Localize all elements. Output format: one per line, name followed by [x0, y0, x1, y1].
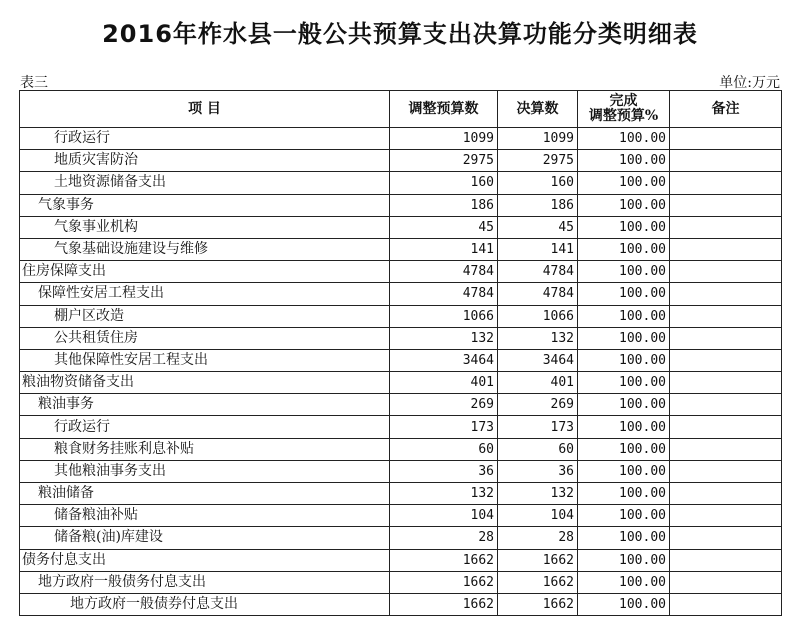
row-completion-pct: 100.00 [578, 460, 670, 482]
row-completion-pct: 100.00 [578, 349, 670, 371]
row-completion-pct: 100.00 [578, 416, 670, 438]
table-row [20, 216, 782, 238]
row-final: 36 [498, 460, 578, 482]
row-adjusted-budget: 141 [390, 238, 498, 260]
row-final: 45 [498, 216, 578, 238]
table-row [20, 305, 782, 327]
table-header-row [20, 91, 782, 128]
row-item-name: 粮油事务 [20, 394, 390, 416]
row-final: 269 [498, 394, 578, 416]
row-remark [670, 349, 782, 371]
row-completion-pct: 100.00 [578, 438, 670, 460]
row-completion-pct: 100.00 [578, 194, 670, 216]
row-adjusted-budget: 4784 [390, 261, 498, 283]
header-completion [578, 91, 670, 128]
row-completion-pct: 100.00 [578, 549, 670, 571]
row-adjusted-budget: 1662 [390, 571, 498, 593]
table-row [20, 416, 782, 438]
row-final: 1662 [498, 571, 578, 593]
row-final: 401 [498, 372, 578, 394]
row-remark [670, 372, 782, 394]
row-remark [670, 194, 782, 216]
row-adjusted-budget: 104 [390, 505, 498, 527]
row-adjusted-budget: 3464 [390, 349, 498, 371]
table-row [20, 505, 782, 527]
row-final: 3464 [498, 349, 578, 371]
row-item-name: 储备粮油补贴 [20, 505, 390, 527]
row-final: 173 [498, 416, 578, 438]
table-label: 表三 [20, 75, 48, 91]
row-adjusted-budget: 160 [390, 172, 498, 194]
row-item-name: 粮油储备 [20, 483, 390, 505]
row-remark [670, 549, 782, 571]
row-adjusted-budget: 45 [390, 216, 498, 238]
table-row [20, 549, 782, 571]
row-item-name: 棚户区改造 [20, 305, 390, 327]
row-item-name: 地质灾害防治 [20, 150, 390, 172]
row-item-name: 气象事务 [20, 194, 390, 216]
row-final: 1662 [498, 549, 578, 571]
row-final: 4784 [498, 283, 578, 305]
row-adjusted-budget: 2975 [390, 150, 498, 172]
row-remark [670, 283, 782, 305]
header-final: 决算数 [498, 91, 578, 128]
row-completion-pct: 100.00 [578, 593, 670, 615]
header-remark: 备注 [670, 91, 782, 128]
row-completion-pct: 100.00 [578, 216, 670, 238]
row-final: 60 [498, 438, 578, 460]
table-row [20, 128, 782, 150]
header-adjusted-budget: 调整预算数 [390, 91, 498, 128]
row-adjusted-budget: 269 [390, 394, 498, 416]
row-item-name: 住房保障支出 [20, 261, 390, 283]
header-completion-line1: 完成 [609, 93, 638, 109]
row-remark [670, 460, 782, 482]
table-row [20, 261, 782, 283]
row-item-name: 行政运行 [20, 128, 390, 150]
row-completion-pct: 100.00 [578, 150, 670, 172]
row-item-name: 地方政府一般债券付息支出 [20, 593, 390, 615]
row-final: 141 [498, 238, 578, 260]
row-completion-pct: 100.00 [578, 394, 670, 416]
row-final: 132 [498, 483, 578, 505]
row-item-name: 债务付息支出 [20, 549, 390, 571]
row-final: 104 [498, 505, 578, 527]
row-remark [670, 261, 782, 283]
row-completion-pct: 100.00 [578, 305, 670, 327]
row-remark [670, 416, 782, 438]
table-row [20, 283, 782, 305]
row-item-name: 公共租赁住房 [20, 327, 390, 349]
row-item-name: 粮食财务挂账利息补贴 [20, 438, 390, 460]
unit-label: 单位:万元 [719, 75, 780, 91]
table-row [20, 238, 782, 260]
row-completion-pct: 100.00 [578, 571, 670, 593]
row-completion-pct: 100.00 [578, 128, 670, 150]
row-final: 186 [498, 194, 578, 216]
row-item-name: 其他保障性安居工程支出 [20, 349, 390, 371]
table-row [20, 527, 782, 549]
row-adjusted-budget: 36 [390, 460, 498, 482]
row-remark [670, 238, 782, 260]
row-remark [670, 327, 782, 349]
row-completion-pct: 100.00 [578, 172, 670, 194]
row-item-name: 土地资源储备支出 [20, 172, 390, 194]
budget-table [19, 90, 782, 616]
table-row [20, 571, 782, 593]
row-item-name: 地方政府一般债务付息支出 [20, 571, 390, 593]
table-row [20, 394, 782, 416]
table-row [20, 172, 782, 194]
row-remark [670, 505, 782, 527]
page-title: 2016年柞水县一般公共预算支出决算功能分类明细表 [102, 20, 698, 48]
table-row [20, 460, 782, 482]
row-remark [670, 571, 782, 593]
row-final: 132 [498, 327, 578, 349]
table-row [20, 483, 782, 505]
row-adjusted-budget: 1662 [390, 549, 498, 571]
row-final: 160 [498, 172, 578, 194]
row-adjusted-budget: 60 [390, 438, 498, 460]
row-completion-pct: 100.00 [578, 327, 670, 349]
row-remark [670, 216, 782, 238]
row-completion-pct: 100.00 [578, 483, 670, 505]
row-completion-pct: 100.00 [578, 372, 670, 394]
row-remark [670, 527, 782, 549]
row-adjusted-budget: 186 [390, 194, 498, 216]
row-completion-pct: 100.00 [578, 505, 670, 527]
table-row [20, 194, 782, 216]
row-item-name: 其他粮油事务支出 [20, 460, 390, 482]
row-remark [670, 483, 782, 505]
row-completion-pct: 100.00 [578, 283, 670, 305]
row-remark [670, 394, 782, 416]
row-remark [670, 305, 782, 327]
header-item: 项 目 [20, 91, 390, 128]
row-adjusted-budget: 1099 [390, 128, 498, 150]
row-final: 1066 [498, 305, 578, 327]
table-row [20, 438, 782, 460]
row-adjusted-budget: 401 [390, 372, 498, 394]
row-final: 1099 [498, 128, 578, 150]
row-remark [670, 438, 782, 460]
row-remark [670, 150, 782, 172]
row-item-name: 保障性安居工程支出 [20, 283, 390, 305]
row-item-name: 气象事业机构 [20, 216, 390, 238]
row-remark [670, 172, 782, 194]
table-row [20, 593, 782, 615]
row-adjusted-budget: 1662 [390, 593, 498, 615]
row-final: 1662 [498, 593, 578, 615]
row-completion-pct: 100.00 [578, 238, 670, 260]
row-adjusted-budget: 28 [390, 527, 498, 549]
row-final: 2975 [498, 150, 578, 172]
row-final: 28 [498, 527, 578, 549]
row-adjusted-budget: 132 [390, 327, 498, 349]
row-completion-pct: 100.00 [578, 261, 670, 283]
row-final: 4784 [498, 261, 578, 283]
row-adjusted-budget: 1066 [390, 305, 498, 327]
table-row [20, 372, 782, 394]
row-item-name: 储备粮(油)库建设 [20, 527, 390, 549]
header-completion-line2: 调整预算% [588, 108, 659, 124]
row-adjusted-budget: 173 [390, 416, 498, 438]
row-remark [670, 593, 782, 615]
row-item-name: 气象基础设施建设与维修 [20, 238, 390, 260]
table-row [20, 349, 782, 371]
row-adjusted-budget: 4784 [390, 283, 498, 305]
row-remark [670, 128, 782, 150]
row-completion-pct: 100.00 [578, 527, 670, 549]
row-item-name: 粮油物资储备支出 [20, 372, 390, 394]
row-item-name: 行政运行 [20, 416, 390, 438]
table-row [20, 327, 782, 349]
table-row [20, 150, 782, 172]
row-adjusted-budget: 132 [390, 483, 498, 505]
